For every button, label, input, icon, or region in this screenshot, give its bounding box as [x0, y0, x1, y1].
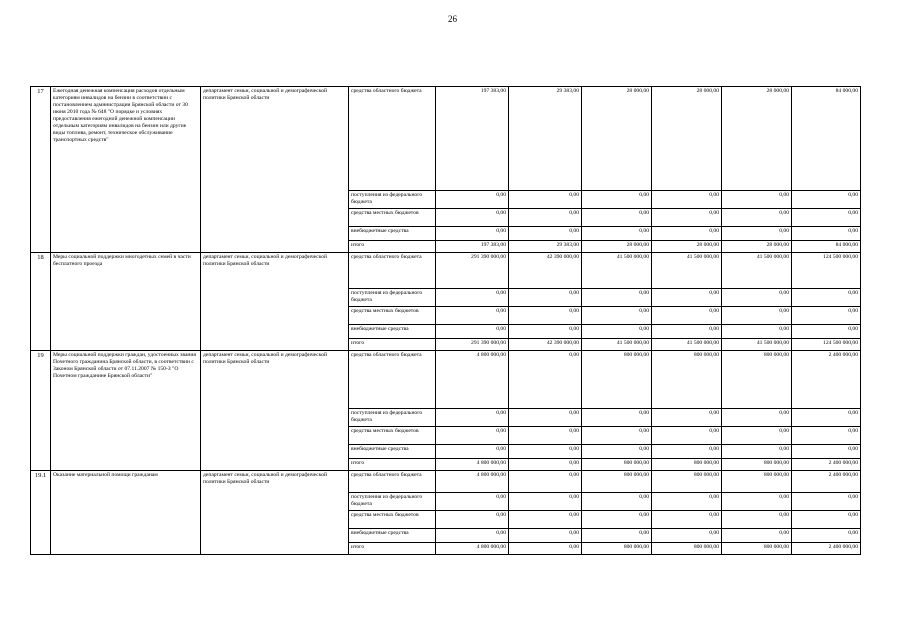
amount-cell: 0,00	[792, 289, 861, 307]
amount-cell: 41 500 000,00	[652, 253, 722, 289]
amount-cell: 2 400 000,00	[792, 351, 861, 409]
amount-cell: 0,00	[509, 427, 582, 445]
amount-cell: 0,00	[436, 529, 509, 543]
amount-cell: 0,00	[509, 307, 582, 325]
table-row	[31, 471, 861, 493]
amount-cell: 0,00	[509, 543, 582, 555]
amount-cell: 0,00	[436, 427, 509, 445]
amount-cell: 0,00	[509, 529, 582, 543]
amount-cell: 0,00	[722, 289, 792, 307]
amount-cell: 0,00	[722, 445, 792, 459]
amount-cell: 0,00	[582, 289, 652, 307]
funding-source: средства местных бюджетов	[349, 511, 436, 529]
amount-cell: 0,00	[652, 191, 722, 209]
amount-cell: 0,00	[582, 445, 652, 459]
measure-name: Ежегодная денежная компенсация расходов отдельным категориям инвалидов на бензин в соответствии с постановлением администрации Брянской области от 30 июня 2010 года № 648 "О порядке и условиях предоставления ежегодной денежной компенсации отдельным категориям инвалидов на бензин или другие виды топлива, ремонт, техническое обслуживание транспортных средств"	[51, 87, 201, 253]
amount-cell: 0,00	[792, 307, 861, 325]
funding-source: поступления из федерального бюджета	[349, 409, 436, 427]
amount-cell: 41 500 000,00	[582, 339, 652, 351]
amount-cell: 0,00	[652, 289, 722, 307]
amount-cell: 0,00	[436, 325, 509, 339]
amount-cell: 800 000,00	[652, 471, 722, 493]
amount-cell: 800 000,00	[722, 543, 792, 555]
amount-cell: 197 383,00	[436, 241, 509, 253]
amount-cell: 124 500 000,00	[792, 253, 861, 289]
executor: департамент семьи, социальной и демографической политики Брянской области	[201, 471, 349, 555]
amount-cell: 0,00	[436, 493, 509, 511]
amount-cell: 2 400 000,00	[792, 543, 861, 555]
amount-cell: 0,00	[792, 209, 861, 227]
funding-source: итого	[349, 459, 436, 471]
amount-cell: 42 390 000,00	[509, 339, 582, 351]
funding-source: средства областного бюджета	[349, 471, 436, 493]
table-row	[31, 87, 861, 191]
funding-source: средства местных бюджетов	[349, 427, 436, 445]
amount-cell: 0,00	[792, 445, 861, 459]
funding-source: внебюджетные средства	[349, 227, 436, 241]
amount-cell: 0,00	[722, 227, 792, 241]
amount-cell: 0,00	[652, 307, 722, 325]
row-index: 18	[31, 253, 51, 351]
amount-cell: 2 400 000,00	[792, 471, 861, 493]
amount-cell: 28 000,00	[652, 87, 722, 191]
amount-cell: 800 000,00	[722, 471, 792, 493]
amount-cell: 0,00	[436, 511, 509, 529]
row-index: 17	[31, 87, 51, 253]
executor: департамент семьи, социальной и демографической политики Брянской области	[201, 253, 349, 351]
amount-cell: 0,00	[582, 227, 652, 241]
amount-cell: 0,00	[792, 511, 861, 529]
amount-cell: 0,00	[436, 191, 509, 209]
funding-source: поступления из федерального бюджета	[349, 289, 436, 307]
amount-cell: 0,00	[792, 409, 861, 427]
amount-cell: 28 000,00	[652, 241, 722, 253]
amount-cell: 0,00	[652, 445, 722, 459]
amount-cell: 0,00	[582, 191, 652, 209]
executor: департамент семьи, социальной и демографической политики Брянской области	[201, 351, 349, 471]
amount-cell: 4 800 000,00	[436, 471, 509, 493]
amount-cell: 0,00	[436, 289, 509, 307]
amount-cell: 0,00	[722, 325, 792, 339]
amount-cell: 28 000,00	[582, 87, 652, 191]
amount-cell: 197 383,00	[436, 87, 509, 191]
amount-cell: 0,00	[582, 529, 652, 543]
amount-cell: 0,00	[652, 209, 722, 227]
funding-source: внебюджетные средства	[349, 529, 436, 543]
amount-cell: 0,00	[792, 191, 861, 209]
amount-cell: 4 800 000,00	[436, 351, 509, 409]
amount-cell: 0,00	[509, 227, 582, 241]
amount-cell: 0,00	[652, 511, 722, 529]
amount-cell: 0,00	[652, 427, 722, 445]
amount-cell: 0,00	[722, 493, 792, 511]
amount-cell: 0,00	[652, 529, 722, 543]
amount-cell: 84 000,00	[792, 87, 861, 191]
table-row	[31, 253, 861, 289]
measure-name: Меры социальной поддержки многодетных семей в части бесплатного проезда	[51, 253, 201, 351]
table-row	[31, 351, 861, 409]
row-index: 19	[31, 351, 51, 471]
amount-cell: 0,00	[652, 227, 722, 241]
amount-cell: 800 000,00	[582, 459, 652, 471]
amount-cell: 0,00	[509, 511, 582, 529]
amount-cell: 0,00	[582, 511, 652, 529]
amount-cell: 41 500 000,00	[652, 339, 722, 351]
amount-cell: 2 400 000,00	[792, 459, 861, 471]
amount-cell: 800 000,00	[652, 351, 722, 409]
amount-cell: 41 500 000,00	[582, 253, 652, 289]
amount-cell: 0,00	[582, 325, 652, 339]
funding-source: внебюджетные средства	[349, 445, 436, 459]
executor: департамент семьи, социальной и демографической политики Брянской области	[201, 87, 349, 253]
amount-cell: 0,00	[436, 307, 509, 325]
amount-cell: 0,00	[722, 511, 792, 529]
amount-cell: 0,00	[509, 325, 582, 339]
funding-source: итого	[349, 339, 436, 351]
amount-cell: 28 000,00	[582, 241, 652, 253]
amount-cell: 0,00	[436, 445, 509, 459]
amount-cell: 0,00	[722, 307, 792, 325]
amount-cell: 0,00	[582, 409, 652, 427]
measure-name: Меры социальной поддержки граждан, удостоенных звания Почетного гражданина Брянской области, в соответствии с Законом Брянской области от 07.11.2007 № 150-З "О Почетном гражданине Брянской области"	[51, 351, 201, 471]
funding-source: поступления из федерального бюджета	[349, 493, 436, 511]
amount-cell: 800 000,00	[582, 471, 652, 493]
amount-cell: 0,00	[722, 191, 792, 209]
amount-cell: 41 500 000,00	[722, 253, 792, 289]
funding-source: итого	[349, 543, 436, 555]
amount-cell: 0,00	[509, 471, 582, 493]
funding-source: итого	[349, 241, 436, 253]
amount-cell: 0,00	[792, 529, 861, 543]
funding-source: средства областного бюджета	[349, 253, 436, 289]
amount-cell: 0,00	[509, 191, 582, 209]
amount-cell: 0,00	[509, 459, 582, 471]
amount-cell: 0,00	[792, 427, 861, 445]
amount-cell: 0,00	[792, 325, 861, 339]
amount-cell: 0,00	[509, 289, 582, 307]
amount-cell: 4 800 000,00	[436, 459, 509, 471]
amount-cell: 0,00	[509, 445, 582, 459]
amount-cell: 84 000,00	[792, 241, 861, 253]
amount-cell: 0,00	[652, 409, 722, 427]
amount-cell: 0,00	[652, 325, 722, 339]
funding-source: средства областного бюджета	[349, 351, 436, 409]
amount-cell: 0,00	[722, 427, 792, 445]
amount-cell: 41 500 000,00	[722, 339, 792, 351]
amount-cell: 0,00	[582, 307, 652, 325]
funding-source: средства местных бюджетов	[349, 209, 436, 227]
amount-cell: 291 390 000,00	[436, 339, 509, 351]
amount-cell: 0,00	[792, 227, 861, 241]
amount-cell: 0,00	[582, 209, 652, 227]
row-index: 19.1	[31, 471, 51, 555]
amount-cell: 800 000,00	[582, 351, 652, 409]
budget-table	[30, 86, 861, 555]
amount-cell: 0,00	[792, 493, 861, 511]
page-number: 26	[448, 14, 457, 24]
funding-source: средства местных бюджетов	[349, 307, 436, 325]
amount-cell: 42 390 000,00	[509, 253, 582, 289]
amount-cell: 0,00	[582, 493, 652, 511]
amount-cell: 28 000,00	[722, 241, 792, 253]
amount-cell: 0,00	[436, 227, 509, 241]
funding-source: средства областного бюджета	[349, 87, 436, 191]
amount-cell: 0,00	[436, 409, 509, 427]
funding-source: внебюджетные средства	[349, 325, 436, 339]
amount-cell: 0,00	[722, 209, 792, 227]
amount-cell: 800 000,00	[722, 351, 792, 409]
amount-cell: 29 383,00	[509, 241, 582, 253]
amount-cell: 0,00	[722, 409, 792, 427]
amount-cell: 124 500 000,00	[792, 339, 861, 351]
amount-cell: 0,00	[509, 493, 582, 511]
amount-cell: 800 000,00	[652, 543, 722, 555]
amount-cell: 800 000,00	[652, 459, 722, 471]
budget-table-body	[31, 87, 861, 555]
amount-cell: 0,00	[509, 351, 582, 409]
funding-source: поступления из федерального бюджета	[349, 191, 436, 209]
amount-cell: 0,00	[509, 409, 582, 427]
amount-cell: 0,00	[582, 427, 652, 445]
amount-cell: 0,00	[509, 209, 582, 227]
amount-cell: 291 390 000,00	[436, 253, 509, 289]
amount-cell: 0,00	[652, 493, 722, 511]
measure-name: Оказание материальной помощи гражданам	[51, 471, 201, 555]
amount-cell: 0,00	[436, 209, 509, 227]
amount-cell: 4 800 000,00	[436, 543, 509, 555]
amount-cell: 800 000,00	[722, 459, 792, 471]
amount-cell: 28 000,00	[722, 87, 792, 191]
amount-cell: 800 000,00	[582, 543, 652, 555]
amount-cell: 0,00	[722, 529, 792, 543]
amount-cell: 29 383,00	[509, 87, 582, 191]
